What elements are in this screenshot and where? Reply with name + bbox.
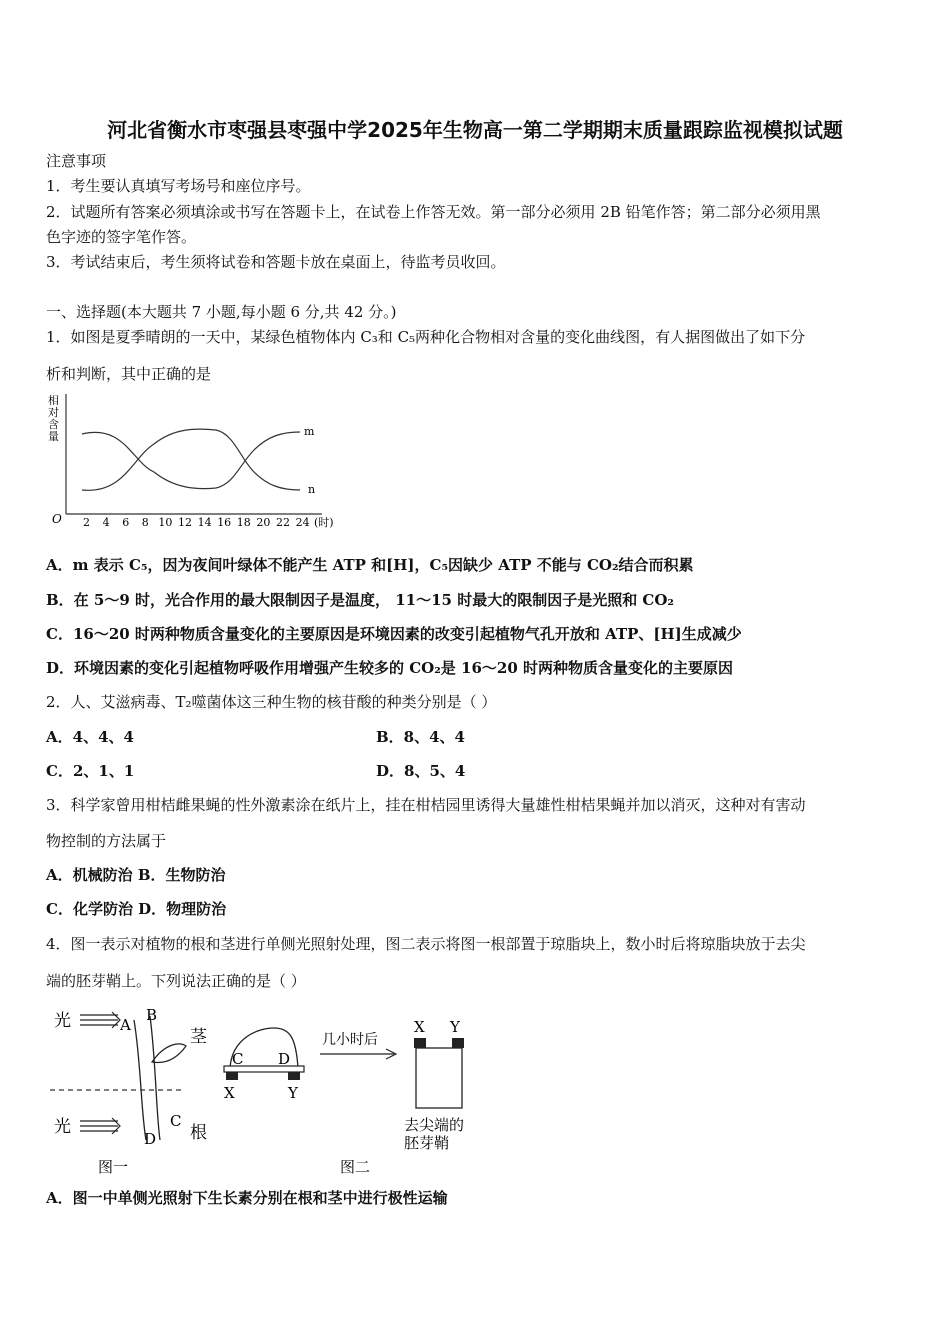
point-d-label: D xyxy=(144,1130,157,1148)
coleoptile-block-y xyxy=(452,1038,464,1048)
series-m-label: m xyxy=(304,425,315,438)
agar-block-x xyxy=(226,1072,238,1080)
series-n-curve xyxy=(82,429,300,490)
question-3-stem: 3．科学家曾用柑桔雌果蝇的性外激素涂在纸片上，挂在柑桔园里诱得大量雄性柑桔果蝇并加以消灭，这种对有害动 xyxy=(46,796,806,814)
light-label: 光 xyxy=(54,1117,71,1137)
coleoptile-label: 胚芽鞘 xyxy=(404,1134,450,1152)
point-c-label: C xyxy=(232,1050,244,1068)
y-axis-label-char: 对 xyxy=(48,406,59,419)
point-b-label: B xyxy=(146,1006,158,1024)
page-title: 河北省衡水市枣强县枣强中学2025年生物高一第二学期期末质量跟踪监视模拟试题 xyxy=(107,118,843,142)
q1-curve-chart xyxy=(44,392,354,532)
option-a: A．图一中单侧光照射下生长素分别在根和茎中进行极性运输 xyxy=(46,1189,448,1207)
y-axis-label-char: 量 xyxy=(48,430,59,443)
question-3-stem: 物控制的方法属于 xyxy=(46,832,167,850)
option-d: D．环境因素的变化引起植物呼吸作用增强产生较多的 CO₂是 16～20 时两种物质含量变化的主要原因 xyxy=(46,659,734,677)
question-4-stem: 4．图一表示对植物的根和茎进行单侧光照射处理，图二表示将图一根部置于琼脂块上，数小时后将琼脂块放于去尖 xyxy=(46,935,806,953)
point-c-label: C xyxy=(170,1112,182,1130)
coleoptile-label: 去尖端的 xyxy=(404,1116,465,1134)
x-tick-label: 22 xyxy=(276,516,290,529)
plant-left-edge xyxy=(134,1020,146,1140)
question-1-stem: 析和判断，其中正确的是 xyxy=(46,365,212,383)
question-2-stem: 2．人、艾滋病毒、T₂噬菌体这三种生物的核苷酸的种类分别是（ ） xyxy=(46,693,497,711)
light-arrows-bottom xyxy=(80,1118,120,1134)
notice-item: 色字迹的签字笔作答。 xyxy=(46,228,197,246)
coleoptile xyxy=(416,1048,462,1108)
x-tick-label: 20 xyxy=(256,516,271,529)
series-m-curve xyxy=(82,432,300,489)
stem-label: 茎 xyxy=(190,1027,207,1047)
block-x-label: X xyxy=(224,1084,235,1102)
figure-2-caption: 图二 xyxy=(340,1158,371,1176)
leaf-icon xyxy=(152,1044,186,1063)
x-tick-label: 2 xyxy=(83,516,90,529)
notice-item: 2．试题所有答案必须填涂或书写在答题卡上，在试卷上作答无效。第一部分必须用 2B 铅笔作答；第二部分必须用黑 xyxy=(46,203,821,221)
y-axis-label-char: 相 xyxy=(48,394,59,407)
block-y-label: Y xyxy=(450,1018,460,1036)
option-c: C．2、1、1 xyxy=(46,762,135,780)
x-tick-label: 8 xyxy=(141,516,149,529)
x-tick-label: 24 xyxy=(295,516,310,529)
origin-label: O xyxy=(52,512,62,526)
notice-heading: 注意事项 xyxy=(46,152,107,170)
x-tick-label: 18 xyxy=(236,516,251,529)
block-y-label: Y xyxy=(288,1084,298,1102)
series-n-label: n xyxy=(308,483,316,496)
coleoptile-block-x xyxy=(414,1038,426,1048)
x-tick-label: 10 xyxy=(158,516,173,529)
point-d-label: D xyxy=(278,1050,291,1068)
option-b: B．在 5～9 时，光合作用的最大限制因子是温度， 11～15 时最大的限制因子是光照和 CO₂ xyxy=(46,591,674,609)
option-b: B．8、4、4 xyxy=(376,728,465,746)
question-4-stem: 端的胚芽鞘上。下列说法正确的是（ ） xyxy=(46,972,306,990)
section-heading: 一、选择题(本大题共 7 小题,每小题 6 分,共 42 分。) xyxy=(46,303,397,321)
hours-later-label: 几小时后 xyxy=(322,1032,378,1048)
x-tick-label: 14 xyxy=(197,516,212,529)
x-tick-label: 6 xyxy=(122,516,130,529)
option-cd: C．化学防治 D．物理防治 xyxy=(46,900,227,918)
q4-figure xyxy=(46,1002,496,1180)
x-tick-label: 12 xyxy=(178,516,192,529)
notice-item: 3．考试结束后，考生须将试卷和答题卡放在桌面上，待监考员收回。 xyxy=(46,253,506,271)
root-label: 根 xyxy=(190,1123,207,1143)
x-tick-label: 4 xyxy=(102,516,110,529)
block-x-label: X xyxy=(414,1018,425,1036)
question-1-stem: 1．如图是夏季晴朗的一天中，某绿色植物体内 C₃和 C₅两种化合物相对含量的变化曲线图，有人据图做出了如下分 xyxy=(46,328,806,346)
figure-1-caption: 图一 xyxy=(98,1158,129,1176)
x-tick-label: 16 xyxy=(217,516,232,529)
point-a-label: A xyxy=(120,1016,131,1034)
option-c: C．16～20 时两种物质含量变化的主要原因是环境因素的改变引起植物气孔开放和 ATP、[H]生成减少 xyxy=(46,625,742,643)
y-axis-label-char: 含 xyxy=(48,418,59,431)
option-a: A．m 表示 C₅，因为夜间叶绿体不能产生 ATP 和[H]，C₅因缺少 ATP 不能与 CO₂结合而积累 xyxy=(46,556,694,574)
notice-item: 1．考生要认真填写考场号和座位序号。 xyxy=(46,177,311,195)
x-axis-unit: (时) xyxy=(314,516,334,529)
option-a: A．4、4、4 xyxy=(46,728,134,746)
option-d: D．8、5、4 xyxy=(376,762,466,780)
option-ab: A．机械防治 B．生物防治 xyxy=(46,866,226,884)
agar-block-y xyxy=(288,1072,300,1080)
light-label: 光 xyxy=(54,1011,71,1031)
light-arrows-top xyxy=(80,1012,120,1028)
plant-right-edge xyxy=(150,1016,160,1140)
